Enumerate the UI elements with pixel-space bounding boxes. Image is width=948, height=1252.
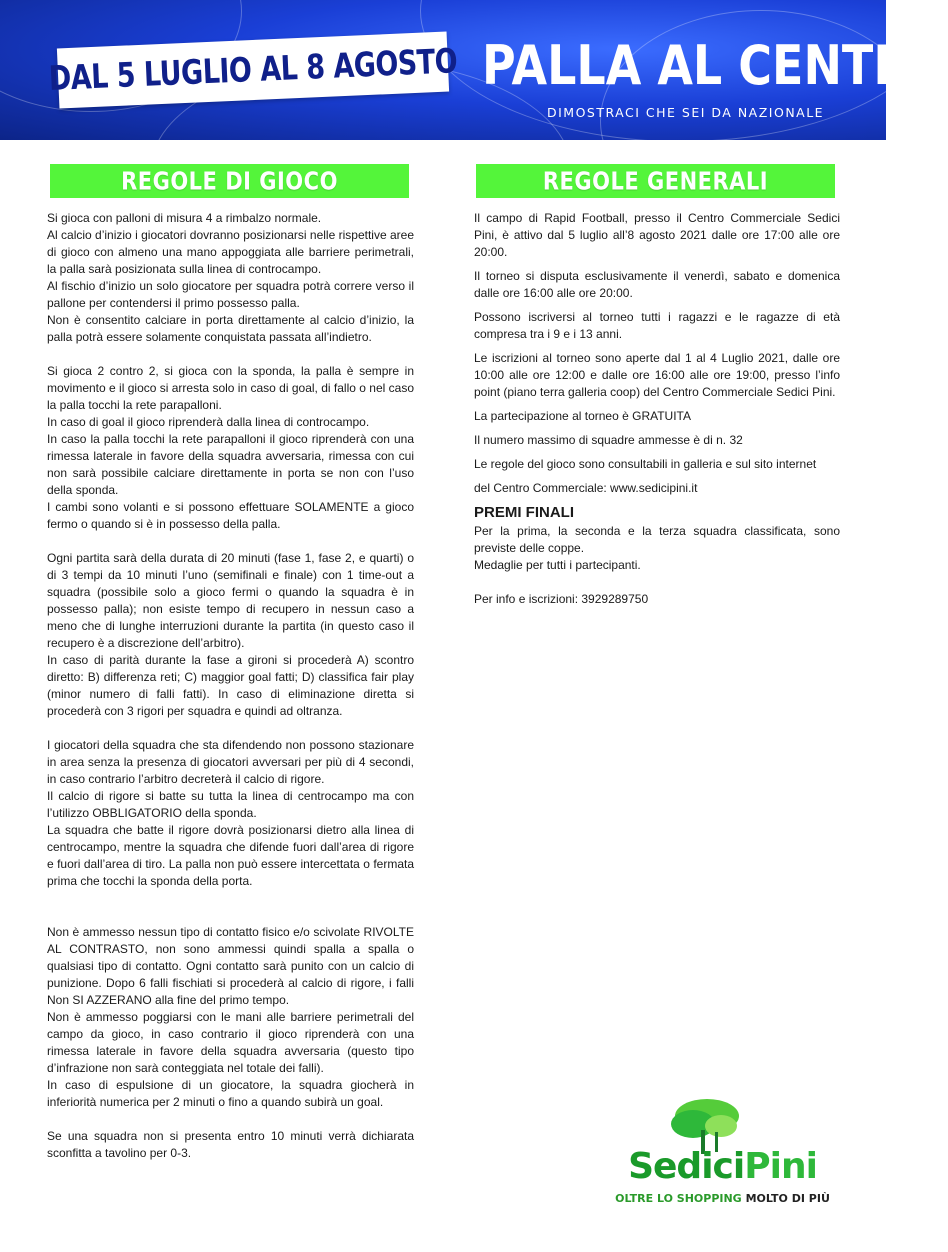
- rule-paragraph: Si gioca 2 contro 2, si gioca con la sponda, la palla è sempre in movimento e il gioco si arresta solo in caso di goal, di fallo o nel caso la palla tocchi la rete parapalloni.: [47, 364, 414, 412]
- heading-regole-di-gioco: [50, 164, 409, 198]
- rule-paragraph: Al calcio d’inizio i giocatori dovranno posizionarsi nelle rispettive aree di gioco con almeno una mano appoggiata alle barriere perimetrali, la palla sarà posizionata sulla linea di controcampo.: [47, 228, 414, 276]
- logo-tagline-part2: MOLTO DI PIÙ: [745, 1192, 830, 1205]
- logo-word-sedici: Sedici: [628, 1146, 745, 1187]
- logo-tagline: [605, 1192, 840, 1205]
- rule-paragraph: Al fischio d’inizio un solo giocatore per squadra potrà correre verso il pallone per contendersi il primo possesso palla.: [47, 279, 414, 310]
- rule-paragraph: In caso la palla tocchi la rete parapalloni il gioco riprenderà con una rimessa laterale in favore della squadra avversaria, rimessa con cui non sarà possibile calciare direttamente in porta se non con l’uso della sponda.: [47, 432, 414, 497]
- rule-paragraph: I giocatori della squadra che sta difendendo non possono stazionare in area senza la presenza di giocatori avversari per più di 4 secondi, in caso contrario l’arbitro decreterà il calcio di rigore.: [47, 738, 414, 786]
- rule-paragraph: I cambi sono volanti e si possono effettuare SOLAMENTE a gioco fermo o quando si è in possesso della palla.: [47, 500, 414, 531]
- rule-paragraph: In caso di parità durante la fase a gironi si procederà A) scontro diretto: B) differenza reti; C) maggior goal fatti; D) classifica fair play (minor numero di falli fatti). In caso di eliminazione diretta si procederà con 3 rigori per squadra e quindi ad oltranza.: [47, 653, 414, 718]
- rule-paragraph: Il calcio di rigore si batte su tutta la linea di centrocampo ma con l’utilizzo OBBLIGATORIO della sponda.: [47, 789, 414, 820]
- header-banner: [0, 0, 948, 140]
- event-subtitle: DIMOSTRACI CHE SEI DA NAZIONALE: [547, 105, 825, 120]
- event-title: PALLA AL CENTRO: [482, 33, 948, 97]
- prizes-paragraph: Medaglie per tutti i partecipanti.: [474, 558, 641, 572]
- heading-regole-di-gioco-label: REGOLE DI GIOCO: [121, 166, 338, 196]
- contact-info: Per info e iscrizioni: 3929289750: [474, 592, 649, 606]
- heading-regole-generali-label: REGOLE GENERALI: [542, 166, 769, 196]
- prizes-paragraph: Per la prima, la seconda e la terza squadra classificata, sono previste delle coppe.: [474, 524, 840, 555]
- rules-column: [47, 210, 414, 1162]
- general-rule-paragraph: Il numero massimo di squadre ammesse è di n. 32: [474, 433, 743, 447]
- general-rule-paragraph: Il campo di Rapid Football, presso il Centro Commerciale Sedici Pini, è attivo dal 5 luglio all’8 agosto 2021 dalle ore 17:00 alle ore 20:00.: [474, 211, 840, 259]
- general-rules-column: [474, 210, 840, 615]
- logo-tagline-part1: OLTRE LO SHOPPING: [615, 1192, 742, 1205]
- rule-paragraph: Non è consentito calciare in porta direttamente al calcio d’inizio, la palla potrà essere solamente conquistata passata all’indietro.: [47, 313, 414, 344]
- rule-paragraph: La squadra che batte il rigore dovrà posizionarsi dietro alla linea di centrocampo, mentre la squadra che difende fuori dall’area di rigore e fuori dall’area di tiro. La palla non può essere intercettata o fermata prima che tocchi la sponda della porta.: [47, 823, 414, 888]
- logo-word-pini: Pini: [744, 1146, 817, 1187]
- date-text: DAL 5 LUGLIO AL 8 AGOSTO: [48, 41, 458, 99]
- rule-paragraph: Se una squadra non si presenta entro 10 minuti verrà dichiarata sconfitta a tavolino per 0-3.: [47, 1129, 414, 1160]
- general-rule-paragraph: Le regole del gioco sono consultabili in galleria e sul sito internet: [474, 457, 817, 471]
- general-rule-paragraph: Il torneo si disputa esclusivamente il venerdì, sabato e domenica dalle ore 16:00 alle ore 20:00.: [474, 269, 840, 300]
- general-rule-paragraph: Le iscrizioni al torneo sono aperte dal 1 al 4 Luglio 2021, dalle ore 10:00 alle ore 12:00 e dalle ore 16:00 alle ore 19:00, presso l’info point (piano terra galleria coop) del Centro Commerciale Sedici Pini.: [474, 351, 840, 399]
- general-rule-paragraph: del Centro Commerciale: www.sedicipini.it: [474, 481, 698, 495]
- rule-paragraph: Si gioca con palloni di misura 4 a rimbalzo normale.: [47, 211, 322, 225]
- general-rule-paragraph: La partecipazione al torneo è GRATUITA: [474, 409, 691, 423]
- logo-wordmark: [605, 1146, 840, 1188]
- heading-regole-generali: [476, 164, 835, 198]
- prizes-heading: PREMI FINALI: [474, 504, 574, 521]
- general-rule-paragraph: Possono iscriversi al torneo tutti i ragazzi e le ragazze di età compresa tra i 9 e i 13 anni.: [474, 310, 840, 341]
- sedicipini-logo: [605, 1096, 840, 1206]
- rule-paragraph: Ogni partita sarà della durata di 20 minuti (fase 1, fase 2, e quarti) o di 3 tempi da 10 minuti l’uno (semifinali e finale) con 1 time-out a squadra (possibile solo a gioco fermi o quando la squadra è in possesso palla); non esiste tempo di recupero in nessun caso a meno che di lunghe interruzioni durante la partita (in questo caso il recupero è a discrezione dell’arbitro).: [47, 551, 414, 650]
- rule-paragraph: Non è ammesso poggiarsi con le mani alle barriere perimetrali del campo da gioco, in caso contrario il gioco riprenderà con una rimessa laterale in favore della squadra avversaria (questo tipo d’infrazione non sarà conteggiata nel totale dei falli).: [47, 1010, 414, 1075]
- rule-paragraph: In caso di goal il gioco riprenderà dalla linea di controcampo.: [47, 415, 370, 429]
- rule-paragraph: Non è ammesso nessun tipo di contatto fisico e/o scivolate RIVOLTE AL CONTRASTO, non sono ammessi quindi spalla a spalla o qualsiasi tipo di contatto. Ogni contatto sarà punito con un calcio di punizione. Dopo 6 falli fischiati si procederà al calcio di rigore, i falli Non SI AZZERANO alla fine del primo tempo.: [47, 925, 414, 1007]
- rule-paragraph: In caso di espulsione di un giocatore, la squadra giocherà in inferiorità numerica per 2 minuti o fino a quando subirà un goal.: [47, 1078, 414, 1109]
